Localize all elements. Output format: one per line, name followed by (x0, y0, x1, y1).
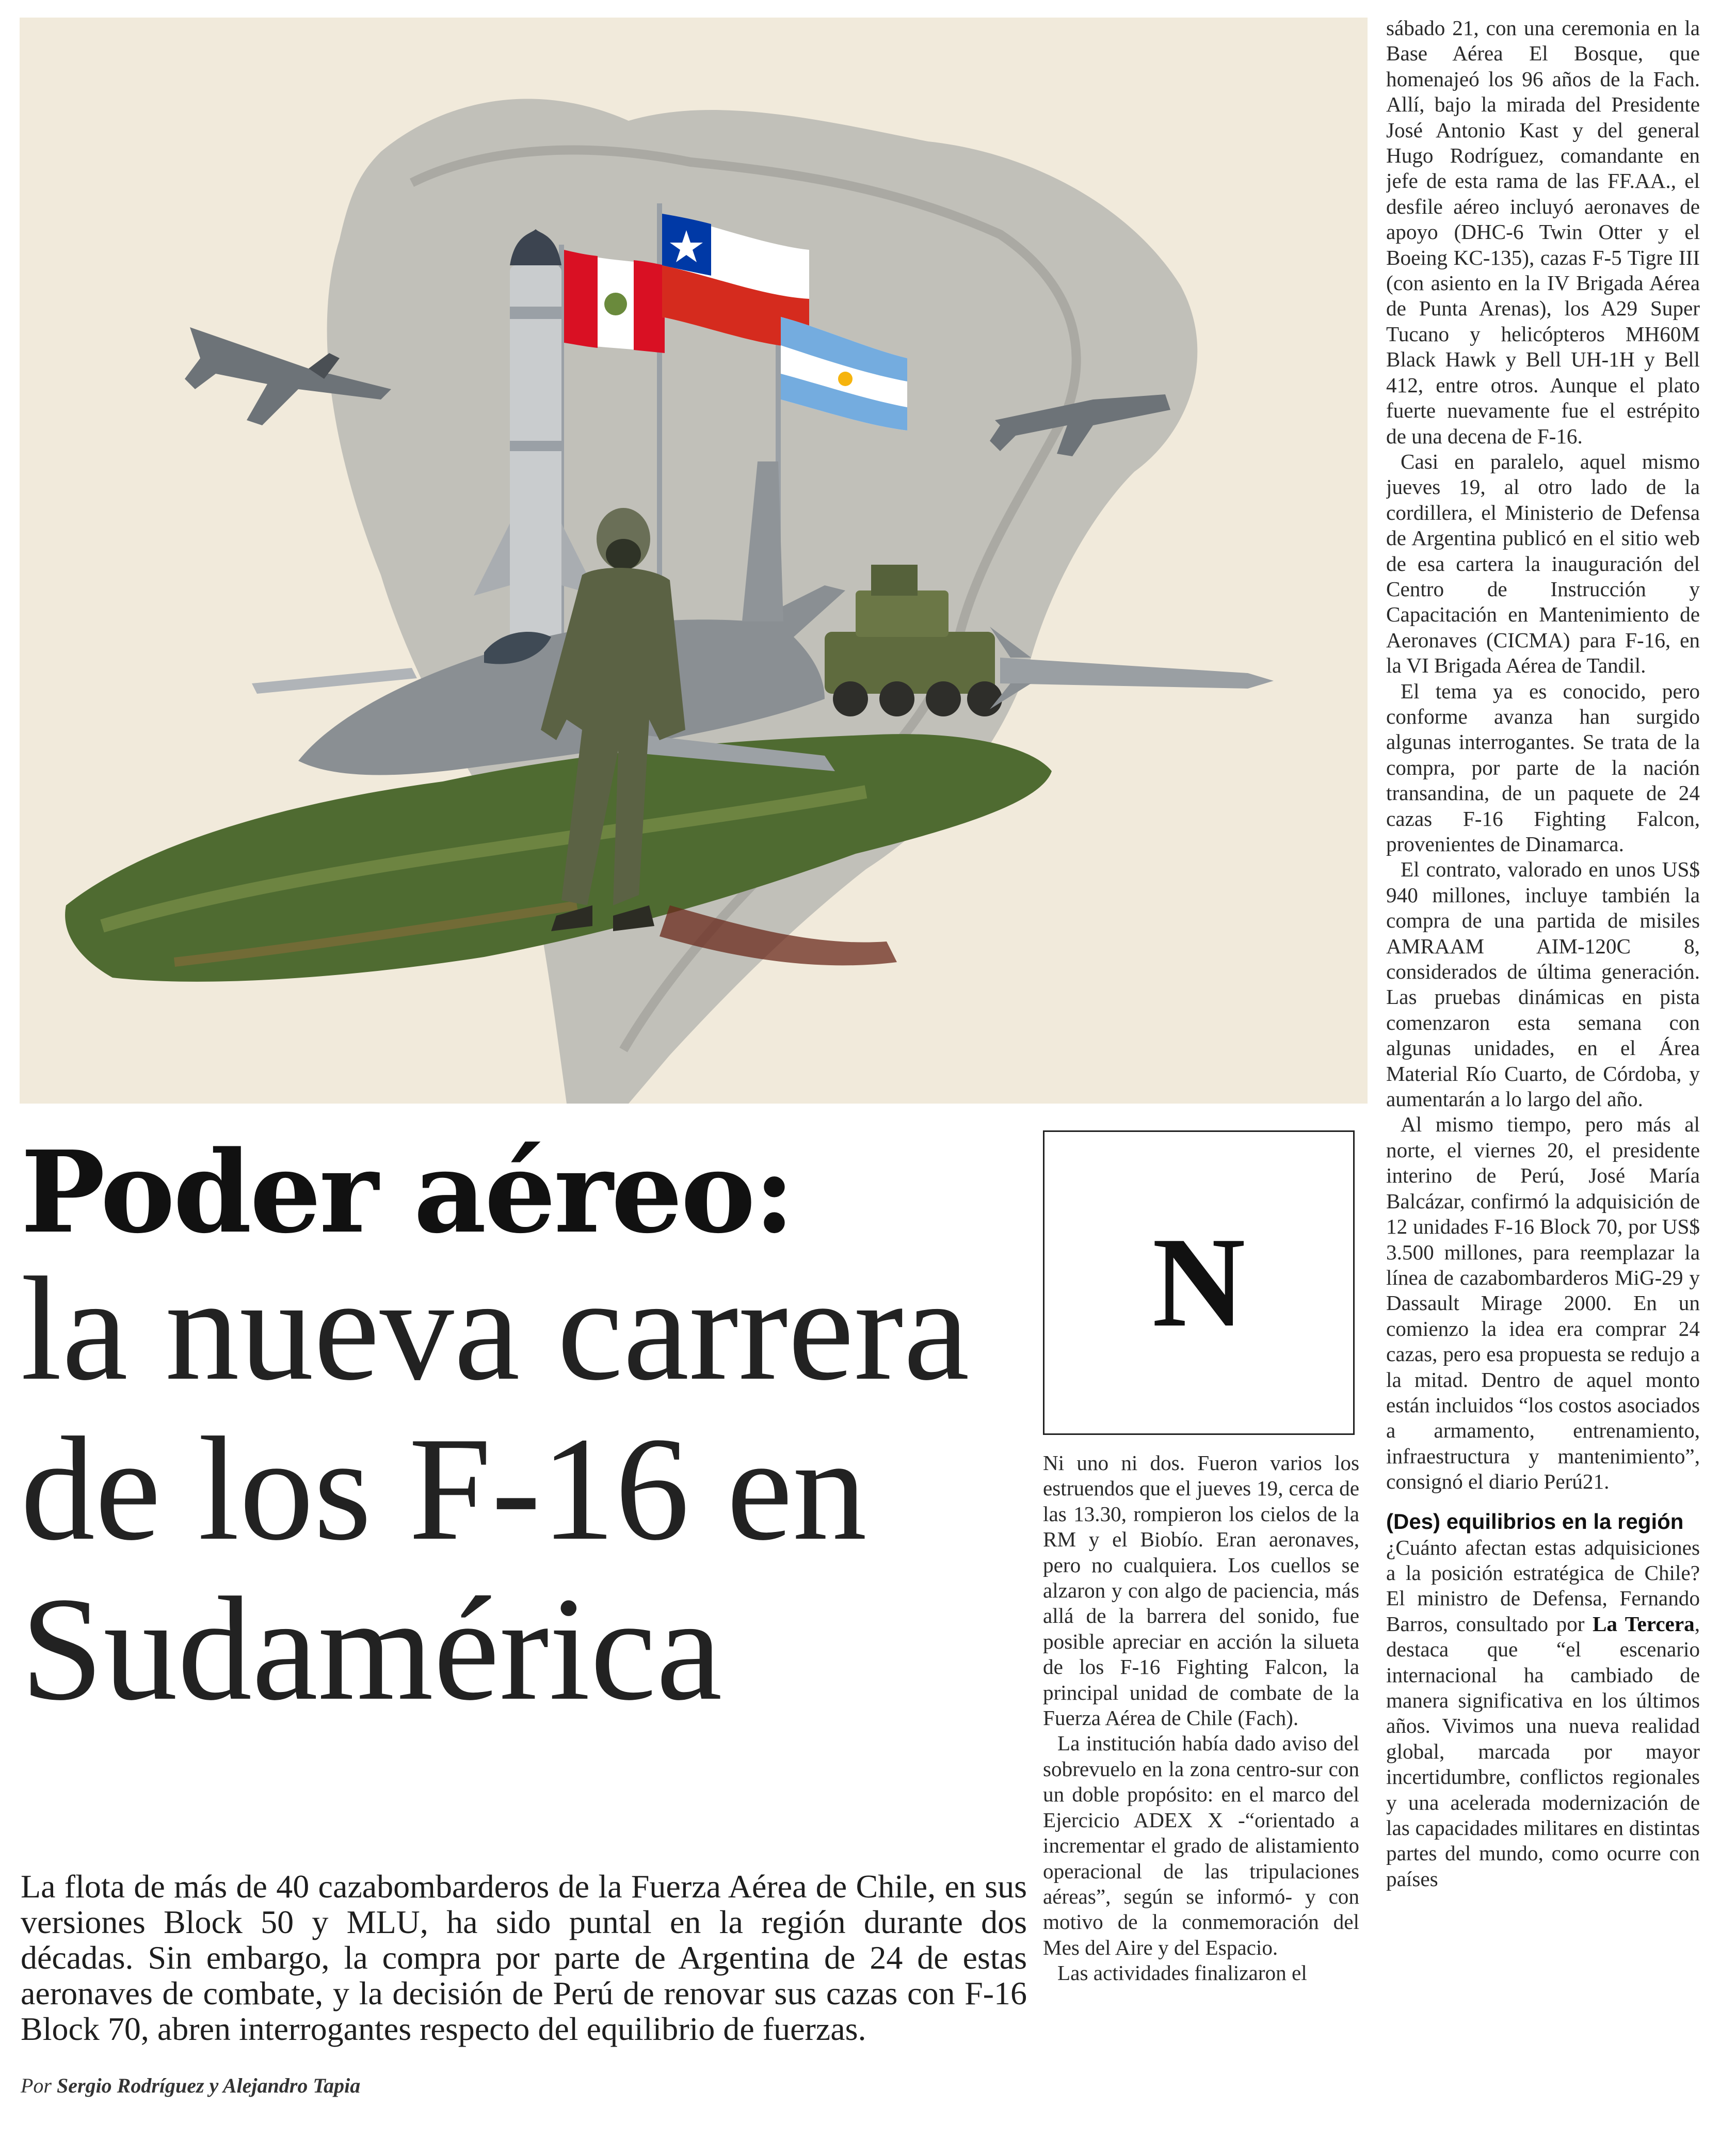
body-paragraph: Casi en paralelo, aquel mismo jueves 19, al otro lado de la cordillera, el Ministerio de Defensa de Argentina publicó en el sitio web de esa cartera la inauguración del Centro de Instrucción y Capacitación en Mantenimiento de Aeronaves (CICMA) para F-16, en la VI Brigada Aérea de Tandil. (1386, 449, 1700, 678)
body-paragraph: La institución había dado aviso del sobrevuelo en la zona centro-sur con un doble propósito: en el marco del Ejercicio ADEX X -“orientado a incrementar el grado de alistamiento operacional de las tripulaciones aéreas”, según se informó- y con motivo de la conmemoración del Mes del Aire y del Espacio. (1043, 1731, 1359, 1959)
body-paragraph: Las actividades finalizaron el (1057, 1961, 1307, 1985)
section-logo-box (1043, 1130, 1355, 1435)
cover-illustration (20, 18, 1368, 1104)
byline-authors: Sergio Rodríguez y Alejandro Tapia (57, 2074, 361, 2097)
body-paragraph: Al mismo tiempo, pero más al norte, el viernes 20, el presidente interino de Perú, José María Balcázar, confirmó la adquisición de 12 unidades F-16 Block 70, por US$ 3.500 millones, para reemplazar la línea de cazabombarderos MiG-29 y Dassault Mirage 2000. En un comienzo la idea era comprar 24 cazas, pero esa propuesta se redujo a la mitad. Dentro de aquel monto están incluidos “los costos asociados a armamento, entrenamiento, infraestructura y mantenimiento”, consignó el diario Perú21. (1386, 1112, 1700, 1494)
body-paragraph: El contrato, valorado en unos US$ 940 millones, incluye también la compra de una partida de misiles AMRAAM AIM-120C 8, considerados de última generación. Las pruebas dinámicas en pista comenzaron esta semana con algunas unidades, en el Área Material Río Cuarto, de Córdoba, y aumentarán a lo largo del año. (1386, 857, 1700, 1111)
body-paragraph: Ni uno ni dos. Fueron varios los estruendos que el jueves 19, cerca de las 13.30, rompieron los cielos de la RM y el Biobío. Eran aeronaves, pero no cualquiera. Los cuellos se alzaron y con algo de paciencia, más allá de la barrera del sonido, fue posible apreciar en acción la silueta de los F-16 Fighting Falcon, la principal unidad de combate de la Fuerza Aérea de Chile (Fach). (1043, 1451, 1359, 1730)
peru-flag-icon (564, 250, 665, 353)
body-column-middle (1043, 1450, 1359, 2127)
paragraph-text: , destaca que “el escenario internacional ha cambiado de manera significativa en los últimos años. Vivimos una nueva realidad global, marcada por mayor incertidumbre, conflictos regionales y una acelerada modernización de las capacidades militares en distintas partes del mundo, como ocurre con países (1386, 1611, 1700, 1891)
headline-bold: Poder aéreo: (21, 1126, 793, 1258)
section-subhead: (Des) equilibrios en la región (1386, 1509, 1684, 1534)
section-logo-letter: N (1152, 1211, 1246, 1354)
south-america-map-icon (20, 18, 1368, 1104)
body-paragraph: El tema ya es conocido, pero conforme avanza han surgido algunas interrogantes. Se trata de la compra, por parte de la nación transandina, de un paquete de 24 cazas F-16 Fighting Falcon, provenientes de Dinamarca. (1386, 679, 1700, 856)
byline (21, 2073, 1027, 2099)
paragraph-text: ¿Cuánto afectan estas adquisiciones a la posición estratégica de Chile? El ministro de Defensa, Fernando Barros, consultado por (1386, 1535, 1700, 1636)
body-paragraph (1386, 1535, 1700, 1892)
headline-light: la nueva carrera de los F-16 en Sudamérica (21, 1247, 970, 1731)
byline-prefix: Por (21, 2074, 52, 2097)
lead-paragraph: La flota de más de 40 cazabombarderos de la Fuerza Aérea de Chile, en sus versiones Block 50 y MLU, ha sido puntal en la región durante dos décadas. Sin embargo, la compra por parte de Argentina de 24 de estas aeronaves de combate, y la decisión de Perú de renovar sus cazas con F-16 Block 70, abren interrogantes respecto del equilibrio de fuerzas. (21, 1868, 1027, 2047)
body-column-right (1386, 15, 1700, 2132)
body-paragraph: sábado 21, con una ceremonia en la Base Aérea El Bosque, que homenajeó los 96 años de la Fach. Allí, bajo la mirada del Presidente José Antonio Kast y del general Hugo Rodríguez, comandante en jefe de esta rama de las FF.AA., el desfile aéreo incluyó aeronaves de apoyo (DHC-6 Twin Otter y el Boeing KC-135), cazas F-5 Tigre III (con asiento en la IV Brigada Aérea de Punta Arenas), los A29 Super Tucano y helicópteros MH60M Black Hawk y Bell UH-1H y Bell 412, entre otros. Aunque el plato fuerte nuevamente fue el estrépito de una decena de F-16. (1386, 16, 1700, 448)
newspaper-name: La Tercera (1592, 1611, 1695, 1636)
